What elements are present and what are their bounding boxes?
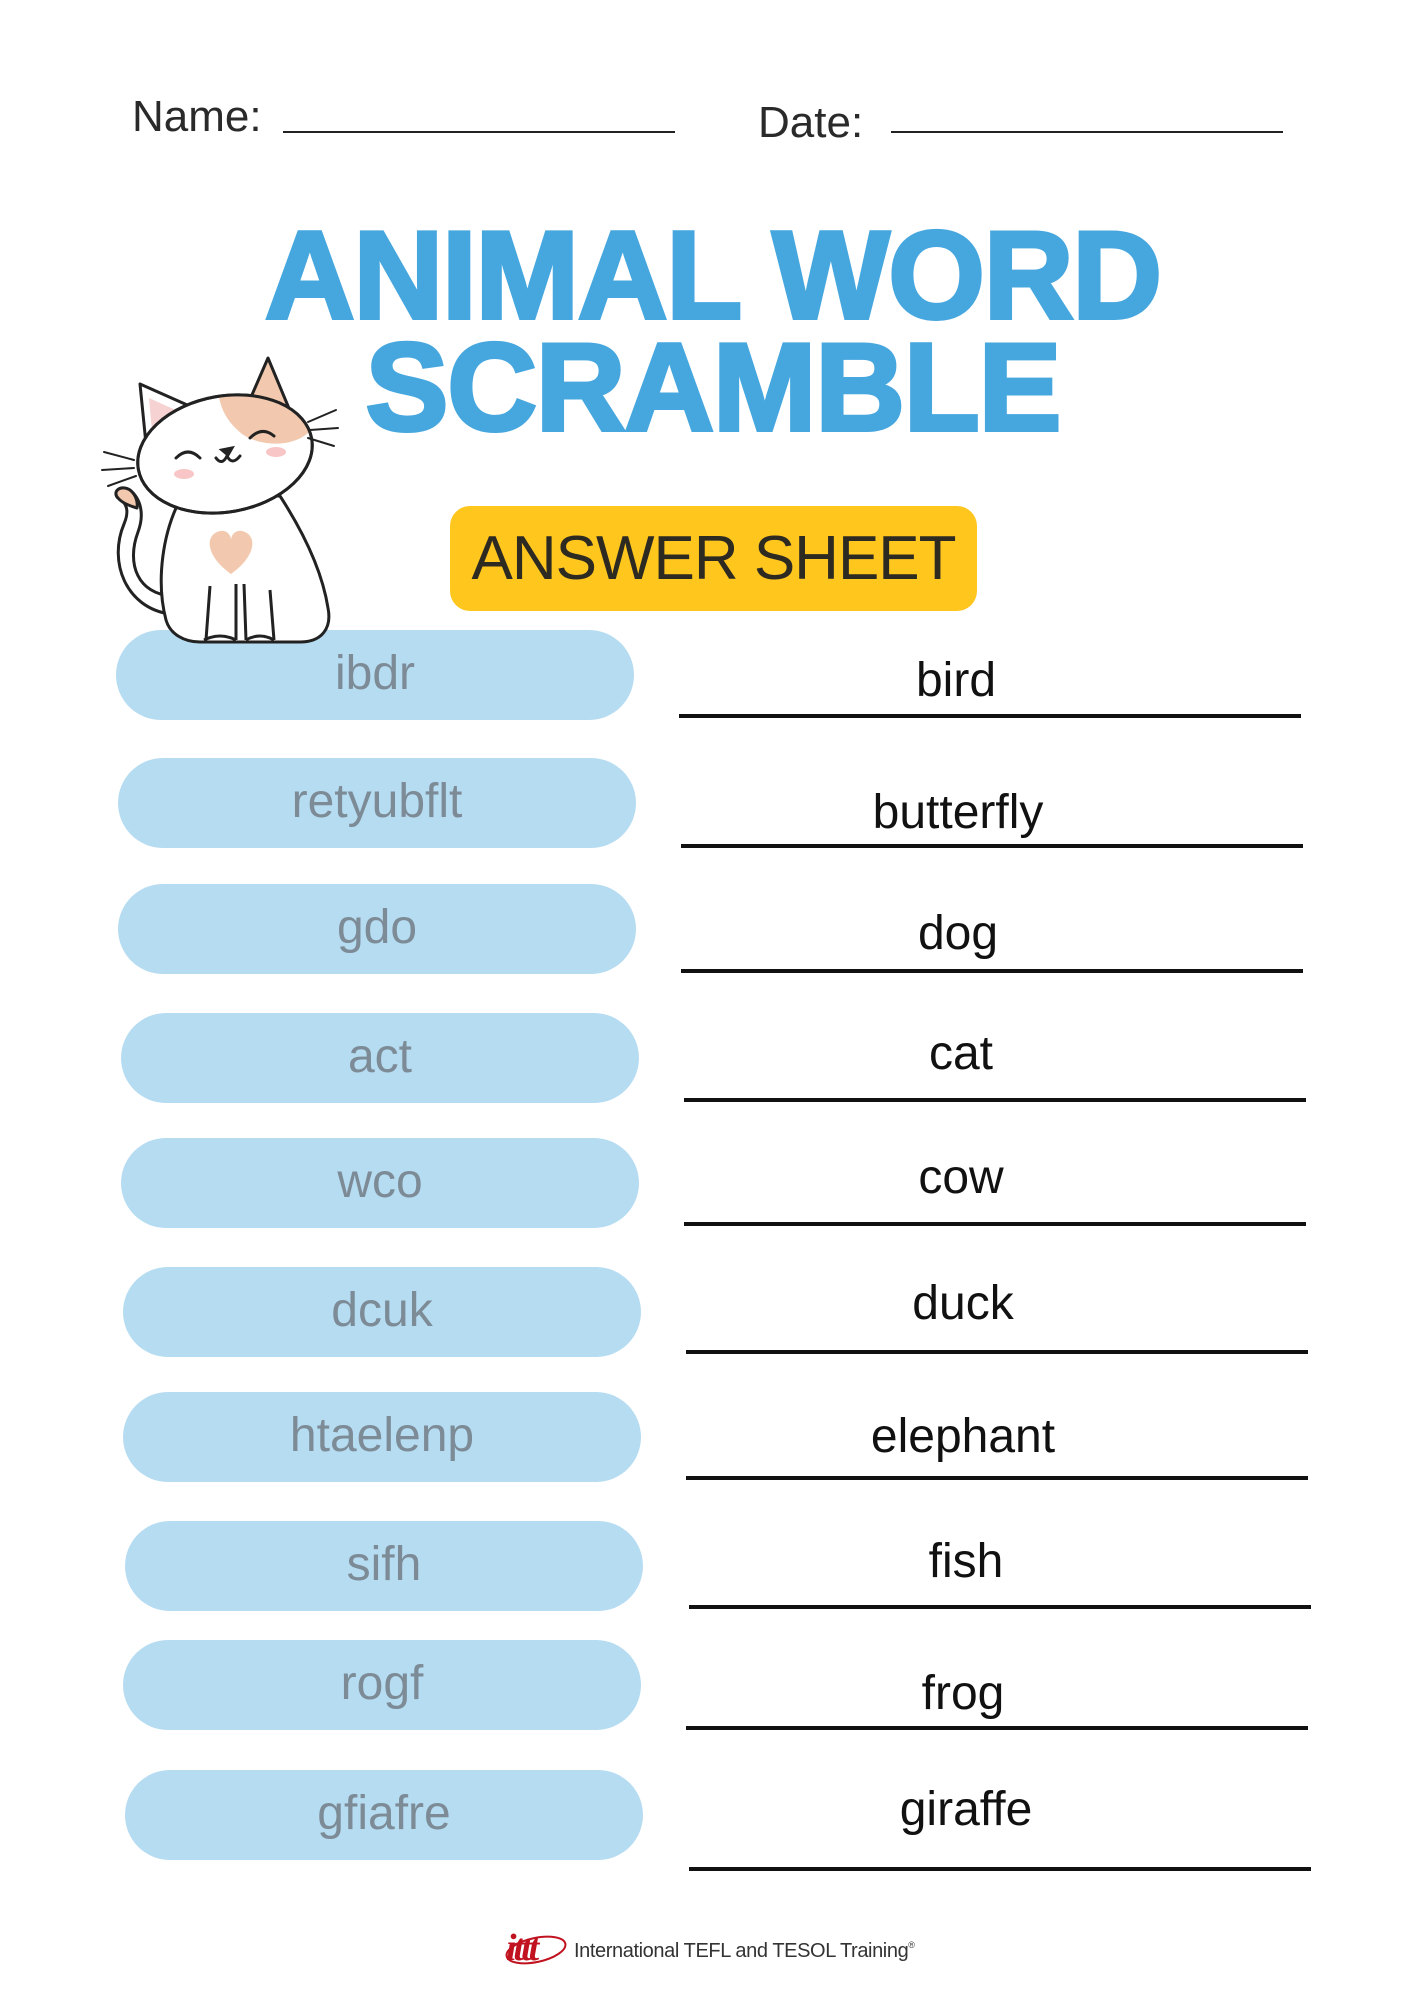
scrambled-word-pill: sifh xyxy=(125,1521,643,1611)
answer-word: giraffe xyxy=(899,1783,1033,1836)
scrambled-word-pill: dcuk xyxy=(123,1267,641,1357)
scrambled-word-pill: htaelenp xyxy=(123,1392,641,1482)
scrambled-word-pill: rogf xyxy=(123,1640,641,1730)
ittt-logo-icon xyxy=(500,1916,570,1976)
answer-line xyxy=(681,844,1303,848)
answer-word: dog xyxy=(917,907,999,960)
name-label: Name: xyxy=(132,92,262,141)
organization-name: International TEFL and TESOL Training xyxy=(574,1940,909,1962)
name-blank-line xyxy=(283,131,675,133)
date-label: Date: xyxy=(758,98,864,147)
scrambled-word-pill: gfiafre xyxy=(125,1770,643,1860)
answer-line xyxy=(689,1605,1311,1609)
cat-body xyxy=(161,496,329,642)
answer-word: fish xyxy=(928,1535,1004,1588)
scrambled-word-pill: ibdr xyxy=(116,630,634,720)
footer-organization xyxy=(574,1939,915,1963)
answer-word: bird xyxy=(915,654,997,707)
answer-line xyxy=(686,1726,1308,1730)
answer-word: frog xyxy=(921,1667,1005,1720)
scrambled-word-pill: act xyxy=(121,1013,639,1103)
date-blank-line xyxy=(891,131,1283,133)
answer-sheet-badge: ANSWER SHEET xyxy=(450,506,977,611)
answer-word: butterfly xyxy=(872,786,1044,839)
answer-line xyxy=(684,1098,1306,1102)
logo-lettering: ittt xyxy=(506,1927,537,1969)
answer-word: duck xyxy=(912,1277,1014,1330)
answer-line xyxy=(686,1350,1308,1354)
answer-line xyxy=(679,714,1301,718)
answer-line xyxy=(686,1476,1308,1480)
answer-word: cow xyxy=(918,1151,1004,1204)
title-line-2: SCRAMBLE xyxy=(365,319,1061,457)
answer-line xyxy=(684,1222,1306,1226)
title-line-1: ANIMAL WORD xyxy=(265,207,1161,345)
answer-word: cat xyxy=(928,1027,994,1080)
scrambled-word-pill: retyubflt xyxy=(118,758,636,848)
registered-mark: ® xyxy=(908,1940,915,1950)
answer-line xyxy=(689,1867,1311,1871)
scrambled-word-pill: gdo xyxy=(118,884,636,974)
answer-line xyxy=(681,969,1303,973)
answer-word: elephant xyxy=(870,1410,1056,1463)
cat-icon xyxy=(100,350,340,650)
scrambled-word-pill: wco xyxy=(121,1138,639,1228)
